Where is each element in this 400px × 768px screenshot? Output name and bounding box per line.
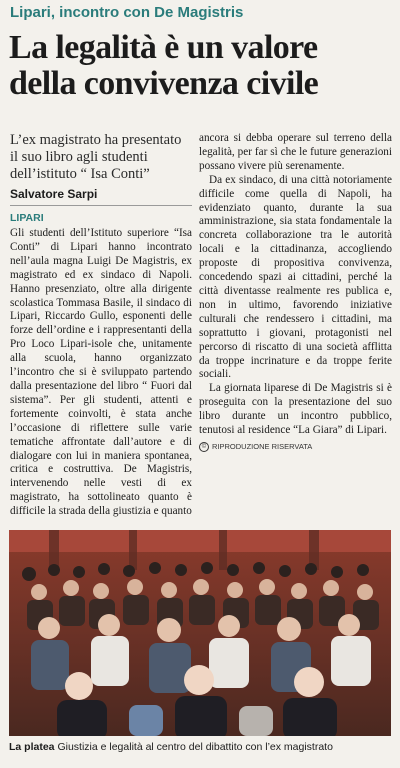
left-column <box>10 132 192 527</box>
audience-photo-illustration <box>9 530 391 736</box>
caption-text: Giustizia e legalità al centro del dibattito con l’ex magistrato <box>57 741 333 753</box>
photo-caption <box>9 741 392 754</box>
body-paragraph-2: Da ex sindaco, di una città notoriamente difficile come quella di Napoli, ha evidenziato quanto, durante la sua amministrazione, sia stata fondamentale la concreta collaborazione tra le autorità locali e la cittadinanza, accogliendo proposte di propositiva convivenza, concedendo spazi ai cittadini, perché la città diventasse realmente res publica e, non in ultimo, favorendo iniziative culturali che rendessero i cittadini, ma soprattutto i giovani, protagonisti nel percorso di riscatto di una società afflitta da troppe incrinature e da troppe ferite sociali. <box>199 173 392 381</box>
dateline: LIPARI <box>10 212 44 224</box>
standfirst: L’ex magistrato ha presentato il suo libro agli studenti dell’istituto “ Isa Conti” <box>10 132 182 182</box>
body-paragraph-1: Gli studenti dell’Istituto superiore “Isa Conti” di Lipari hanno incontrato nell’aula magna Luigi De Magistris, ex magistrato ed ex sindaco di Napoli. Hanno presenziato, oltre alla dirigente scolastica Tommasa Basile, il sindaco di Lipari, Riccardo Gullo, esponenti delle forze dell’ordine e i rappresentanti della Pro Loco Lipari-isole che, unitamente alla scuola, hanno organizzato l’incontro che si è sviluppato partendo dalla presentazione del libro “ Fuori dal sistema”. Per gli studenti, attenti e fortemente coinvolti, è stata anche l’occasione di riflettere sulle varie tematiche affrontate dall’autore e di dialogare con lui in maniera spontanea, critica e costruttiva. De Magistris, intervenendo nelle vesti di ex magistrato, ha sottolineato quanto è difficile la strada della giustizia e quanto <box>10 227 192 518</box>
copyright-notice <box>199 442 392 452</box>
byline: Salvatore Sarpi <box>10 187 192 206</box>
copyright-text: RIPRODUZIONE RISERVATA <box>212 442 313 452</box>
headline-line-2: della convivenza civile <box>9 65 319 102</box>
body-paragraph-3: La giornata liparese di De Magistris si è proseguita con la presentazione del suo libro durante un incontro pubblico, tenutosi al residence “La Giara” di Lipari. <box>199 382 392 437</box>
audience-photo <box>9 530 391 736</box>
caption-lead: La platea <box>9 741 55 753</box>
body-paragraph-1-continued: ancora si debba operare sul terreno della legalità, per far sì che le future generazioni possano vivere più serenamente. <box>199 132 392 172</box>
headline-line-1: La legalità è un valore <box>9 29 318 66</box>
kicker: Lipari, incontro con De Magistris <box>10 4 244 21</box>
headline <box>9 30 392 102</box>
right-column <box>199 132 392 527</box>
copyright-icon: © <box>199 442 209 452</box>
